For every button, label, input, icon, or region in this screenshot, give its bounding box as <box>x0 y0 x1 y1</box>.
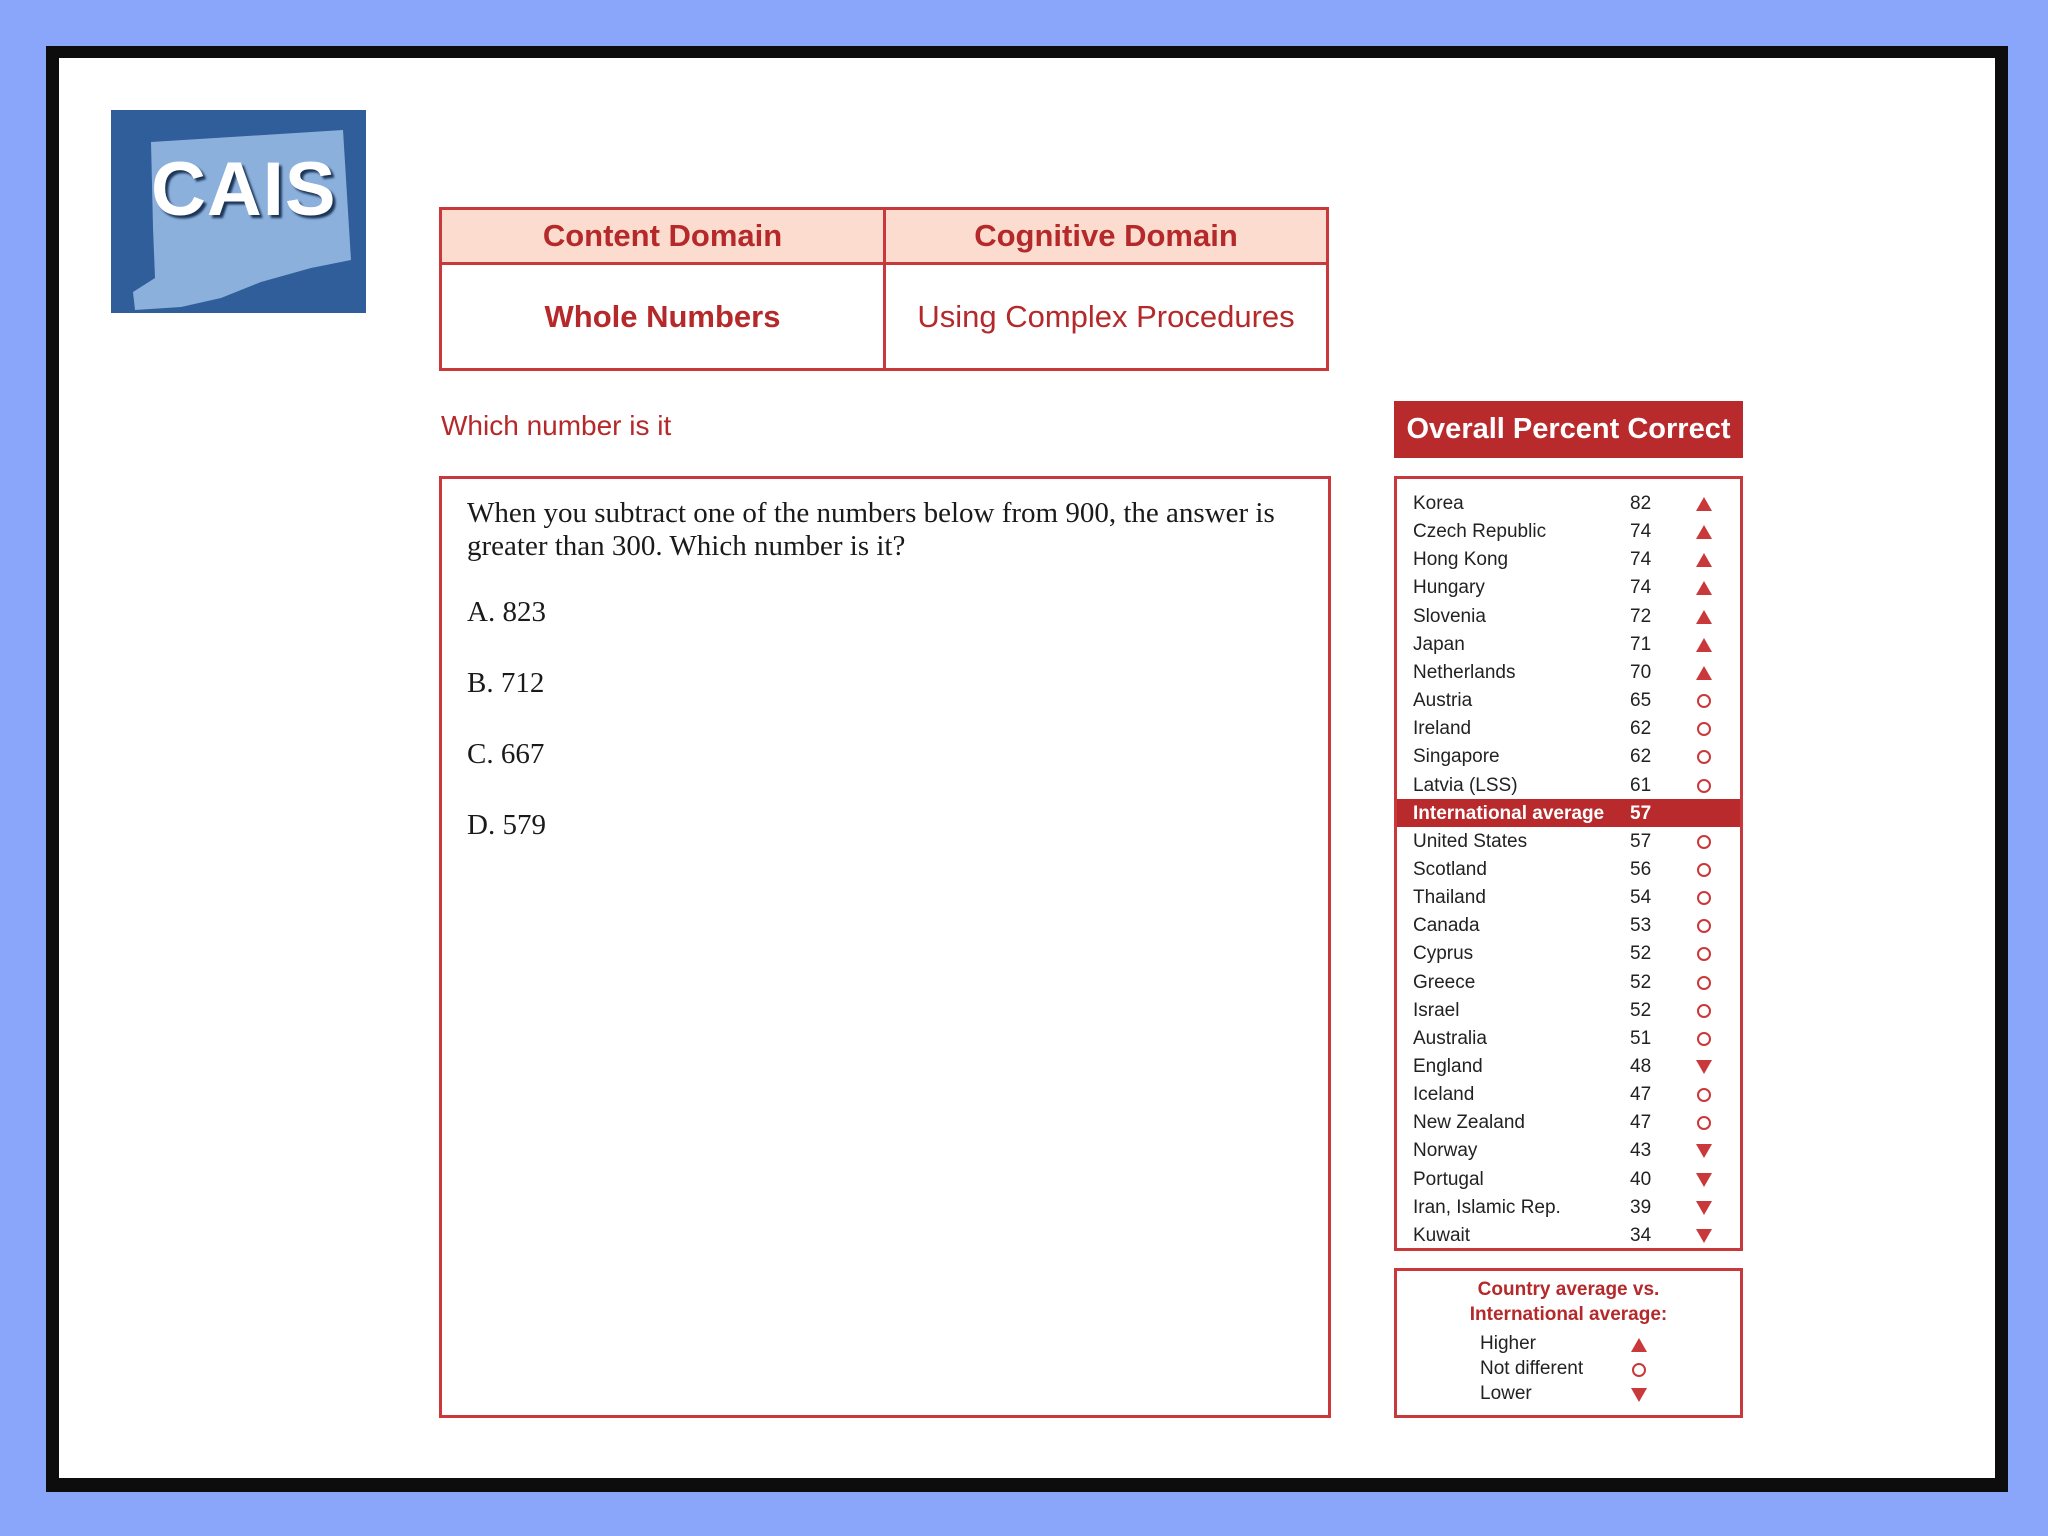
circle-outline-icon <box>1695 777 1713 795</box>
country-row <box>1397 489 1740 517</box>
country-name: Iran, Islamic Rep. <box>1413 1196 1561 1218</box>
legend-higher-label: Higher <box>1480 1333 1536 1354</box>
country-row <box>1397 1108 1740 1136</box>
percent-correct: 65 <box>1630 690 1652 712</box>
circle-outline-icon <box>1695 1030 1713 1048</box>
percent-correct: 56 <box>1630 858 1652 880</box>
choice-d: D. 579 <box>467 809 546 841</box>
percent-correct: 54 <box>1630 887 1652 909</box>
cognitive-domain-header: Cognitive Domain <box>886 210 1326 265</box>
circle-outline-icon <box>1695 720 1713 738</box>
percent-correct: 43 <box>1630 1140 1652 1162</box>
triangle-down-icon <box>1630 1386 1648 1404</box>
country-row <box>1397 545 1740 573</box>
country-name: Latvia (LSS) <box>1413 774 1518 796</box>
country-row <box>1397 883 1740 911</box>
percent-correct: 61 <box>1630 774 1652 796</box>
cais-logo <box>111 110 366 313</box>
legend <box>1394 1268 1743 1418</box>
triangle-up-icon <box>1695 608 1713 626</box>
country-row <box>1397 1080 1740 1108</box>
triangle-up-icon <box>1695 636 1713 654</box>
country-row <box>1397 939 1740 967</box>
country-name: Hong Kong <box>1413 549 1509 571</box>
circle-outline-icon <box>1695 889 1713 907</box>
country-row <box>1397 742 1740 770</box>
country-name: Singapore <box>1413 746 1500 768</box>
percent-correct: 39 <box>1630 1196 1652 1218</box>
cognitive-domain-value: Using Complex Procedures <box>917 298 1295 334</box>
percent-correct: 82 <box>1630 493 1652 514</box>
question-title: Which number is it <box>441 410 672 441</box>
country-row <box>1397 573 1740 601</box>
country-name: Japan <box>1413 633 1465 655</box>
percent-correct: 52 <box>1630 971 1652 993</box>
triangle-down-icon <box>1695 1171 1713 1189</box>
triangle-down-icon <box>1695 1227 1713 1245</box>
domain-table <box>439 207 1329 371</box>
country-name: New Zealand <box>1413 1112 1525 1134</box>
circle-outline-icon <box>1695 1114 1713 1132</box>
triangle-down-icon <box>1695 1142 1713 1160</box>
choice-c: C. 667 <box>467 738 545 770</box>
country-row <box>1397 1193 1740 1221</box>
percent-correct: 47 <box>1630 1112 1652 1134</box>
country-name: Netherlands <box>1413 661 1516 683</box>
legend-title-line1: Country average vs. <box>1477 1279 1660 1300</box>
country-name: Cyprus <box>1413 943 1474 965</box>
percent-correct: 57 <box>1630 830 1652 852</box>
question-box <box>439 476 1331 1418</box>
country-row <box>1397 855 1740 883</box>
country-name: Hungary <box>1413 577 1485 599</box>
percent-correct: 74 <box>1630 577 1652 599</box>
country-name: Thailand <box>1413 887 1486 909</box>
legend-title <box>1397 1277 1740 1327</box>
country-name: Korea <box>1413 493 1464 514</box>
country-name: United States <box>1413 830 1528 852</box>
country-name: Australia <box>1413 1027 1487 1049</box>
country-row <box>1397 1165 1740 1193</box>
triangle-up-icon <box>1695 495 1713 513</box>
country-row <box>1397 1052 1740 1080</box>
country-name: Norway <box>1413 1140 1478 1162</box>
circle-outline-icon <box>1695 974 1713 992</box>
country-name: Canada <box>1413 915 1480 937</box>
percent-correct: 53 <box>1630 915 1652 937</box>
country-row <box>1397 968 1740 996</box>
country-name: Scotland <box>1413 858 1487 880</box>
country-name: Ireland <box>1413 718 1472 740</box>
country-results-table <box>1394 476 1743 1251</box>
percent-correct: 52 <box>1630 999 1652 1021</box>
country-name: Slovenia <box>1413 605 1486 627</box>
triangle-up-icon <box>1695 664 1713 682</box>
circle-outline-icon <box>1695 833 1713 851</box>
country-name: Iceland <box>1413 1084 1475 1106</box>
country-name: International average <box>1413 802 1605 824</box>
country-row <box>1397 1136 1740 1164</box>
international-average-row <box>1397 799 1740 827</box>
percent-correct: 51 <box>1630 1027 1652 1049</box>
circle-outline-icon <box>1695 692 1713 710</box>
triangle-down-icon <box>1695 1199 1713 1217</box>
logo-text: CAIS <box>151 147 337 232</box>
percent-correct: 62 <box>1630 746 1652 768</box>
country-row <box>1397 771 1740 799</box>
legend-not-different-label: Not different <box>1480 1358 1584 1379</box>
percent-correct: 70 <box>1630 661 1652 683</box>
country-name: Kuwait <box>1413 1224 1471 1246</box>
country-row <box>1397 686 1740 714</box>
triangle-up-icon <box>1695 579 1713 597</box>
percent-correct: 72 <box>1630 605 1652 627</box>
percent-correct: 57 <box>1630 802 1652 824</box>
percent-correct: 62 <box>1630 718 1652 740</box>
country-row <box>1397 517 1740 545</box>
country-row <box>1397 911 1740 939</box>
country-row <box>1397 602 1740 630</box>
country-name: England <box>1413 1056 1483 1077</box>
country-row <box>1397 630 1740 658</box>
circle-outline-icon <box>1630 1361 1648 1379</box>
circle-outline-icon <box>1695 917 1713 935</box>
country-row <box>1397 1221 1740 1249</box>
triangle-down-icon <box>1695 1058 1713 1076</box>
country-row <box>1397 714 1740 742</box>
country-row <box>1397 1024 1740 1052</box>
circle-outline-icon <box>1695 748 1713 766</box>
percent-correct: 34 <box>1630 1224 1652 1246</box>
legend-lower-label: Lower <box>1480 1383 1532 1404</box>
circle-outline-icon <box>1695 861 1713 879</box>
triangle-up-icon <box>1695 551 1713 569</box>
circle-outline-icon <box>1695 1002 1713 1020</box>
slide <box>59 58 1995 1478</box>
content-domain-value: Whole Numbers <box>544 298 781 334</box>
country-name: Austria <box>1413 690 1473 712</box>
triangle-up-icon <box>1630 1336 1648 1354</box>
country-row <box>1397 996 1740 1024</box>
percent-correct: 47 <box>1630 1084 1652 1106</box>
circle-outline-icon <box>1695 945 1713 963</box>
percent-correct: 74 <box>1630 549 1652 571</box>
country-row <box>1397 658 1740 686</box>
percent-correct: 48 <box>1630 1056 1652 1077</box>
choice-b: B. 712 <box>467 667 545 699</box>
question-text: When you subtract one of the numbers below from 900, the answer is greater than 300. Which number is it? <box>467 497 1275 562</box>
country-name: Israel <box>1413 999 1460 1021</box>
triangle-up-icon <box>1695 523 1713 541</box>
content-domain-header: Content Domain <box>442 210 883 265</box>
percent-correct: 52 <box>1630 943 1652 965</box>
overall-percent-correct-header: Overall Percent Correct <box>1394 401 1743 458</box>
percent-correct: 74 <box>1630 521 1652 543</box>
choice-a: A. 823 <box>467 596 546 628</box>
country-name: Czech Republic <box>1413 521 1547 543</box>
country-name: Portugal <box>1413 1168 1484 1190</box>
circle-outline-icon <box>1695 1086 1713 1104</box>
country-row <box>1397 827 1740 855</box>
percent-correct: 40 <box>1630 1168 1652 1190</box>
percent-correct: 71 <box>1630 633 1652 655</box>
legend-title-line2: International average: <box>1469 1304 1668 1325</box>
country-name: Greece <box>1413 971 1476 993</box>
